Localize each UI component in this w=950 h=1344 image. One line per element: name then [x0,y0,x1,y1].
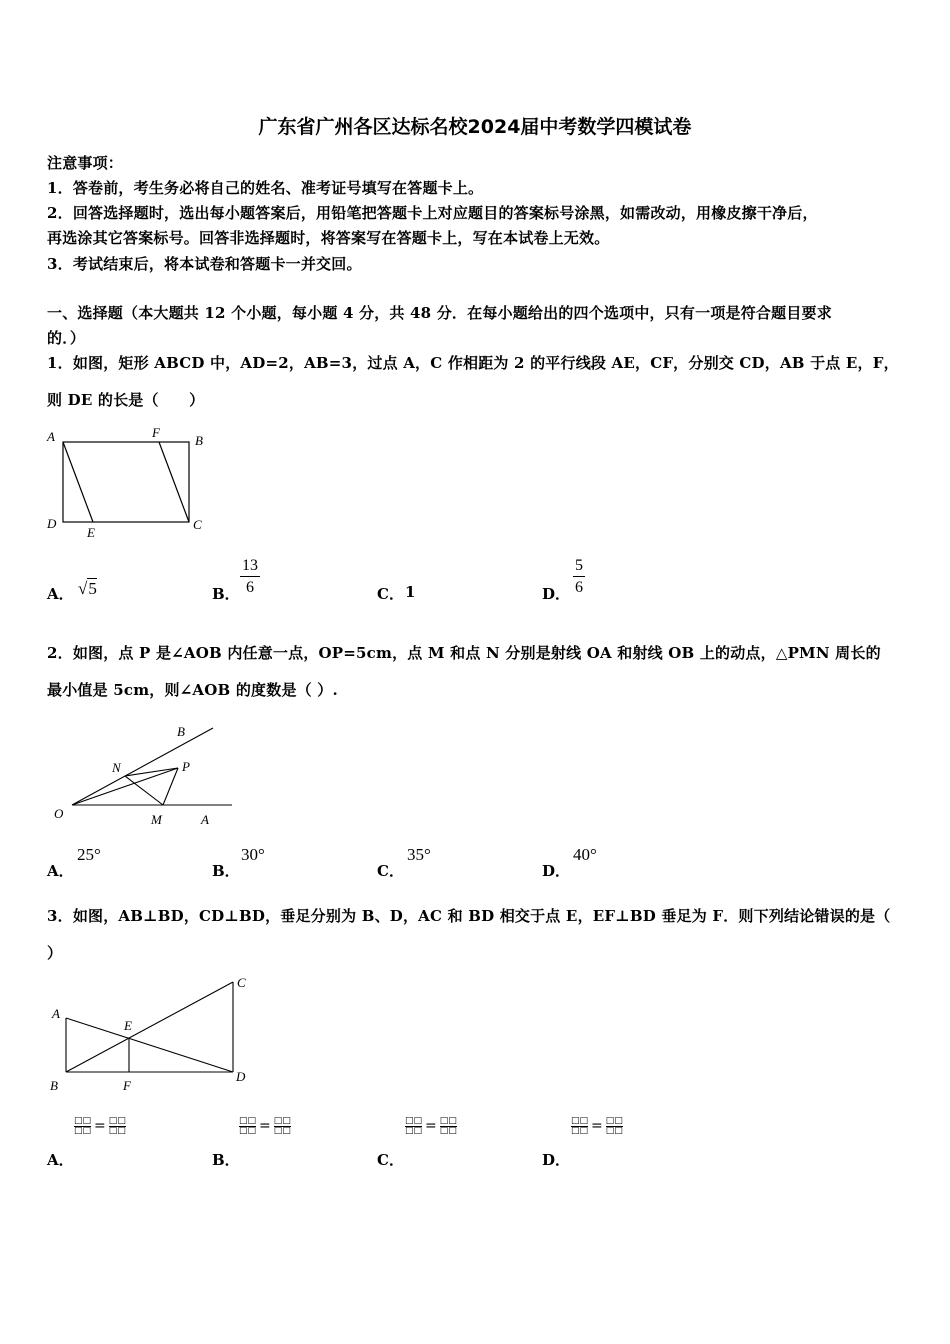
q2-option-d-value: 40° [573,845,597,864]
q3-label-e: E [124,1018,132,1033]
q2-option-a-value: 25° [77,845,101,864]
q3-label-c: C [237,975,246,990]
notice-line-1: 1．答卷前，考生务必将自己的姓名、准考证号填写在答题卡上。 [47,179,484,197]
q1-text-line-1: 1．如图，矩形 ABCD 中，AD=2，AB=3，过点 A，C 作相距为 2 的平行线段 AE，CF，分别交 CD，AB 于点 E，F， [47,354,899,372]
q1-option-a-radicand: 5 [88,579,97,598]
q1-option-d-label: D． [542,585,571,603]
q3-d-num-2: □□ [605,1116,623,1126]
q3-option-c-label: C． [377,1151,404,1169]
section-heading-line-1: 一、选择题（本大题共 12 个小题，每小题 4 分，共 48 分．在每小题给出的四个选项中，只有一项是符合题目要求 [47,304,832,322]
section-heading-line-2: 的．） [47,329,86,347]
q3-label-d: D [236,1069,246,1084]
q3-a-eq: = [94,1118,106,1134]
q3-option-d-formula [571,1117,623,1136]
q1-segment-cf [159,442,189,522]
q3-d-den-1: □□ [571,1126,589,1136]
q2-label-n: N [112,760,121,775]
q3-c-eq: = [425,1118,437,1134]
q1-option-a-value: √5 [78,579,97,598]
q1-rectangle [63,442,189,522]
q1-option-d-denominator: 6 [575,579,583,596]
q2-label-p: P [182,759,190,774]
q2-segment-op [72,768,178,805]
q3-option-b-formula [239,1117,291,1136]
q3-option-b-label: B． [212,1151,240,1169]
q3-b-den-1: □□ [239,1126,257,1136]
q1-label-d: D [47,516,57,531]
notice-line-3: 3．考试结束后，将本试卷和答题卡一并交回。 [47,255,362,273]
notice-line-2b: 再选涂其它答案标号。回答非选择题时，将答案写在答题卡上，写在本试卷上无效。 [47,229,610,247]
q2-text-line-1: 2．如图，点 P 是∠AOB 内任意一点，OP=5cm，点 M 和点 N 分别是射线 OA 和射线 OB 上的动点，△PMN 周长的 [47,644,881,662]
q3-figure [45,968,265,1098]
q2-ray-ob [72,728,213,805]
q3-b-eq: = [259,1118,271,1134]
q1-text-line-2: 则 DE 的长是（ ） [47,391,205,409]
q2-label-a: A [201,812,209,827]
q1-label-c: C [193,517,202,532]
q2-segment-pm [163,768,178,805]
q1-option-d-numerator: 5 [573,556,585,577]
q3-d-den-2: □□ [605,1126,623,1136]
q3-label-a: A [52,1006,60,1021]
q1-label-f: F [152,425,160,440]
q3-d-eq: = [591,1118,603,1134]
q2-figure [45,718,245,833]
q3-b-num-1: □□ [239,1116,257,1126]
q3-option-d-label: D． [542,1151,571,1169]
q3-a-den-1: □□ [74,1126,92,1136]
q1-option-c-label: C． [377,585,404,603]
q1-figure [40,422,215,542]
page-title: 广东省广州各区达标名校2024届中考数学四模试卷 [258,116,692,138]
notice-heading: 注意事项： [47,154,124,172]
q2-label-b: B [177,724,185,739]
q3-d-num-1: □□ [571,1116,589,1126]
q1-option-c-value: 1 [405,583,416,601]
q3-c-den-1: □□ [405,1126,423,1136]
q2-option-d-label: D． [542,862,571,880]
q3-a-num-1: □□ [74,1116,92,1126]
q1-option-b-label: B． [212,585,240,603]
q3-b-den-2: □□ [273,1126,291,1136]
q3-segment-ad [66,1018,233,1072]
q2-label-o: O [54,806,64,821]
q1-option-d-fraction [573,556,585,599]
q3-a-den-2: □□ [108,1126,126,1136]
q2-option-c-value: 35° [407,845,431,864]
notice-line-2a: 2．回答选择题时，选出每小题答案后，用铅笔把答题卡上对应题目的答案标号涂黑，如需改动，用橡皮擦干净后， [47,204,818,222]
q3-label-b: B [50,1078,58,1093]
q3-c-num-2: □□ [439,1116,457,1126]
q1-option-b-denominator: 6 [246,579,254,596]
q2-option-b-label: B． [212,862,240,880]
q1-label-a: A [47,429,55,444]
q2-label-m: M [151,812,162,827]
q3-a-num-2: □□ [108,1116,126,1126]
q3-c-den-2: □□ [439,1126,457,1136]
q1-label-e: E [87,525,95,540]
q3-option-a-label: A． [47,1151,74,1169]
q2-option-a-label: A． [47,862,74,880]
q1-option-b-numerator: 13 [240,556,260,577]
q1-option-b-fraction [240,556,260,599]
q2-option-c-label: C． [377,862,404,880]
q1-segment-ae [63,442,93,522]
q1-option-a-label: A． [47,585,74,603]
q3-b-num-2: □□ [273,1116,291,1126]
q2-option-b-value: 30° [241,845,265,864]
q3-option-a-formula [74,1117,126,1136]
q2-text-line-2: 最小值是 5cm，则∠AOB 的度数是（ ）. [47,681,338,699]
q3-option-c-formula [405,1117,457,1136]
q3-text-line-2: ） [47,944,63,962]
q3-segment-bc [66,982,233,1072]
q1-label-b: B [195,433,203,448]
q3-c-num-1: □□ [405,1116,423,1126]
q3-label-f: F [123,1078,131,1093]
q3-text-line-1: 3．如图，AB⊥BD，CD⊥BD，垂足分别为 B、D，AC 和 BD 相交于点 E，EF⊥BD 垂足为 F．则下列结论错误的是（ [47,907,891,925]
